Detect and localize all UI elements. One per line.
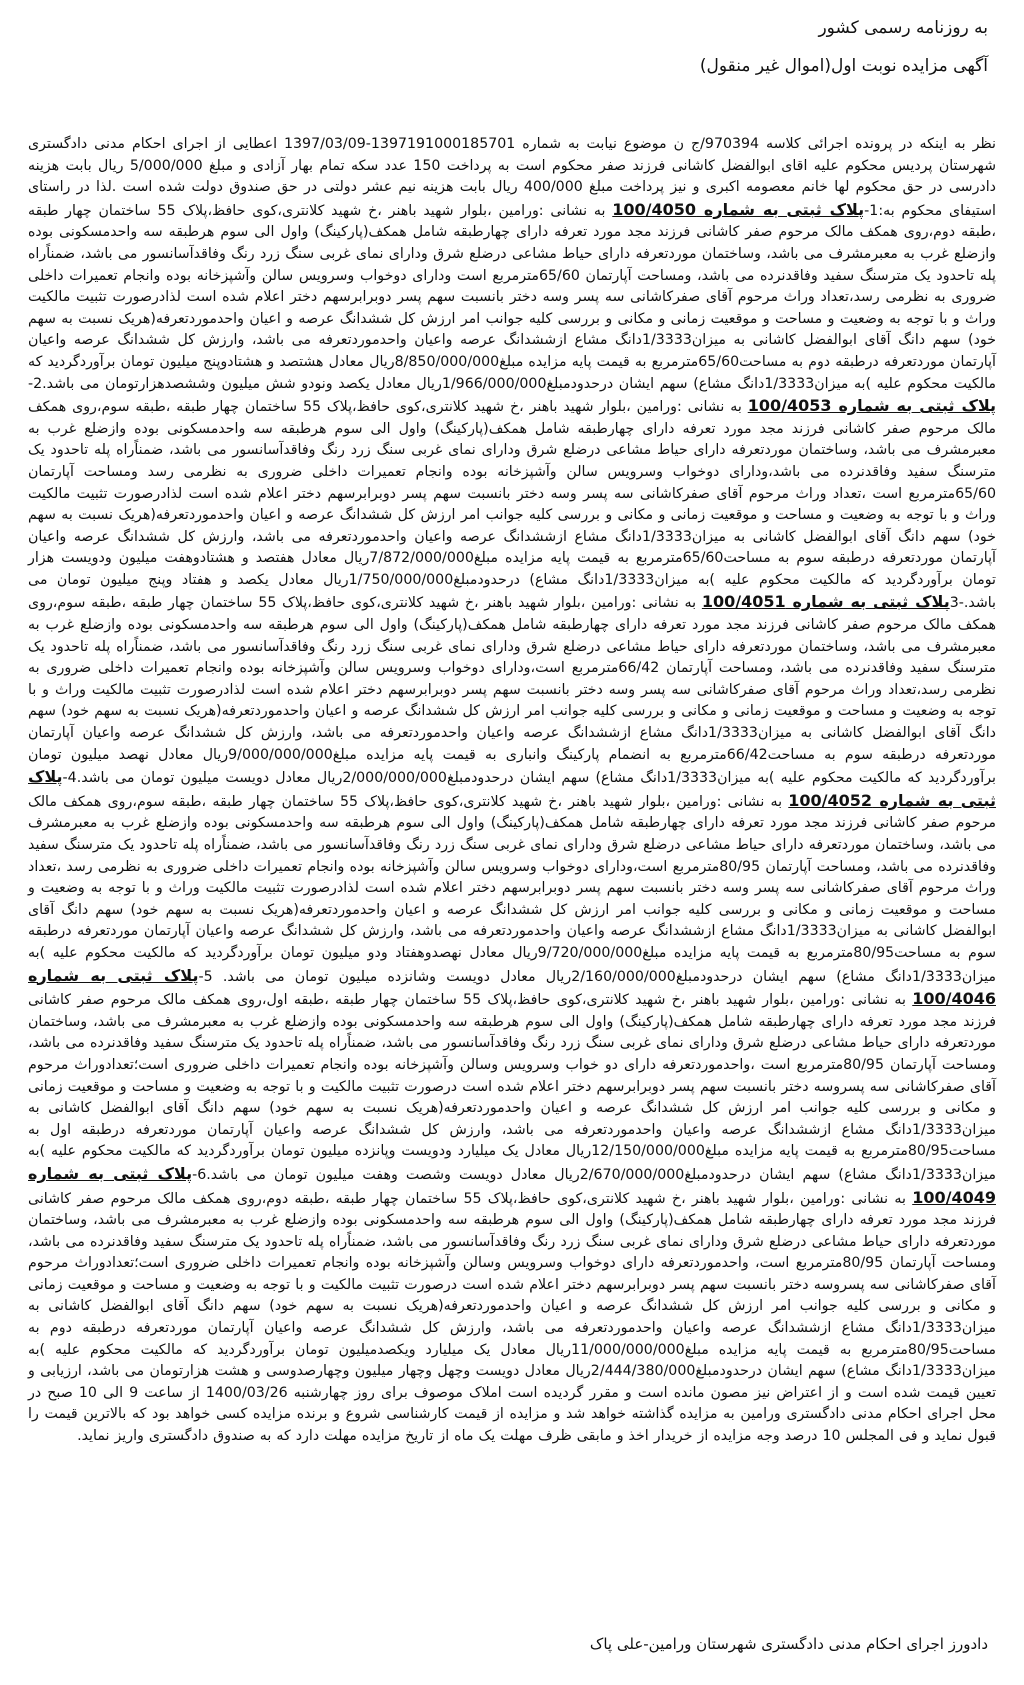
plaque-2-title: پلاک ثبتی به شماره 100/4053 [747,396,996,416]
plaque-6-title: پلاک ثبتی به شماره 100/4049 [28,1163,996,1207]
plaque-3-title: پلاک ثبتی به شماره 100/4051 [701,592,950,612]
plaque-1-text: به نشانی :ورامین ،بلوار شهید باهنر ،خ شهید کلانتری،کوی حافظ،پلاک 55 ساختمان چهار طبقه ،طبقه دوم،روی همکف مالک مرحوم صفر کاشانی فرزند مجد مورد تعرفه دارای چهارطبقه شامل همکف(پارکینگ) واول الی سوم هرطبقه سه واحدمسکونی بوده وازضلع غرب به معبرمشرف می باشد، وساختمان موردتعرفه دارای حیاط مشاعی درضلع شرق ودارای نمای غربی سنگ زرد رنگ وفاقدآسانسور می باشد، ضمناًراه پله تاحدود یک مترسنگ سفید وفاقدنرده می باشد، ومساحت آپارتمان 65/60مترمربع است ودارای دوخواب وسرویس سالن وآشپزخانه بوده وانجام تعمیرات داخلی ضروری به نظرمی رسد،تعداد وراث مرحوم آقای صفرکاشانی سه پسر وسه دختر بانسبت سهم پسر دوبرابرسهم دختر اعلام شده است لذادرصورت تثبیت مالکیت وراث و با توجه به وضعیت و مساحت و موقعیت زمانی و مکانی و بررسی کلیه جوانب امر ارزش کل ششدانگ عرصه و اعیان واحدموردتعرفه(هریک نسبت به سهم خود) سهم دانگ آقای ابوالفضل کاشانی به میزان1/3333دانگ مشاع ازششدانگ عرصه واعیان واحدموردتعرفه می باشد، وارزش کل ششدانگ عرصه واعیان آپارتمان موردتعرفه درطبقه دوم به مساحت65/60مترمربع به قیمت پایه مزایده مبلغ8/850/000/000ریال معادل هشتصد و هشتادوپنج میلیون تومان برآوردگردید که مالکیت محکوم علیه )به میزان1/3333دانگ مشاع) سهم ایشان درحدودمبلغ1/966/000/000ریال معادل یکصد ونودو شش میلیون وششصدهزارتومان می باشد.2- [28,202,997,392]
plaque-6-text: به نشانی :ورامین ،بلوار شهید باهنر ،خ شهید کلانتری،کوی حافظ،پلاک 55 ساختمان چهار طبقه ،طبقه دوم،روی همکف مالک مرحوم صفر کاشانی فرزند مجد مورد تعرفه دارای چهارطبقه شامل همکف(پارکینگ) واول الی سوم هرطبقه سه واحدمسکونی بوده وازضلع غرب به معبرمشرف می باشد، وساختمان موردتعرفه دارای حیاط مشاعی درضلع شرق ودارای نمای غربی سنگ زرد رنگ وفاقدآسانسور می باشد، ضمناًراه پله تاحدود یک مترسنگ سفید وفاقدنرده می باشد، ومساحت آپارتمان 80/95مترمربع است، واحدموردتعرفه دارای دوخواب وسرویس وسالن وآشپزخانه بوده وانجام تعمیرات داخلی ضروری است؛تعدادوراث مرحوم آقای صفرکاشانی سه پسروسه دختر بانسبت سهم پسر دوبرابرسهم دختر اعلام شده است درصورت تثبیت مالکیت و با توجه به وضعیت و مساحت و موقعیت زمانی و مکانی و بررسی کلیه جوانب امر ارزش کل ششدانگ عرصه و اعیان واحدموردتعرفه(هریک نسبت به سهم خود) سهم دانگ آقای ابوالفضل کاشانی به میزان1/3333دانگ مشاع ازششدانگ عرصه واعیان واحدموردتعرفه می باشد، وارزش کل ششدانگ عرصه واعیان آپارتمان موردتعرفه درطبقه دوم به مساحت80/95مترمربع به قیمت پایه مزایده مبلغ11/000/000/000ریال معادل یک میلیارد ویکصدمیلیون تومان برآوردگردید که مالکیت محکوم علیه )به میزان1/3333دانگ مشاع) سهم ایشان درحدودمبلغ2/444/380/000ریال معادل دویست وچهل وچهار میلیون وچهارصدوسی و هشت هزارتومان می باشد، ارزیابی و تعیین قیمت شده است و از اعتراض نیز مصون مانده است و مقرر گردیده است املاک موصوف برای روز چهارشنبه 1400/03/26 از ساعت 9 الی 10 صبح در محل اجرای احکام مدنی دادگستری ورامین به مزایده گذاشته خواهد شد و مزایده از قیمت کارشناسی شروع و برنده مزایده کسی خواهد بود که بالاترین قیمت را قبول نماید و فی المجلس 10 درصد وجه مزایده از خریدار اخذ و مابقی ظرف مهلت یک ماه از تاریخ مزایده مهلت دارد که به صندوق دادگستری واریز نماید. [28,1190,997,1445]
plaque-5-text: به نشانی :ورامین ،بلوار شهید باهنر ،خ شهید کلانتری،کوی حافظ،پلاک 55 ساختمان چهار طبقه ،طبقه اول،روی همکف مالک مرحوم صفر کاشانی فرزند مجد مورد تعرفه دارای چهارطبقه شامل همکف(پارکینگ) واول الی سوم هرطبقه سه واحدمسکونی بوده وازضلع غرب به معبرمشرف می باشد، وساختمان موردتعرفه دارای حیاط مشاعی درضلع شرق ودارای نمای غربی سنگ زرد رنگ وفاقدآسانسور می باشد، ضمناًراه پله تاحدود یک مترسنگ سفید وفاقدنرده می باشد، ومساحت آپارتمان 80/95مترمربع است ،واحدموردتعرفه دارای دو خواب وسرویس وسالن وآشپزخانه بوده وانجام تعمیرات داخلی ضروری است؛تعدادوراث مرحوم آقای صفرکاشانی سه پسروسه دختر بانسبت سهم پسر دوبرابرسهم دختر اعلام شده است درصورت تثبیت مالکیت و با توجه به وضعیت و مساحت و موقعیت زمانی و مکانی و بررسی کلیه جوانب امر ارزش کل ششدانگ عرصه و اعیان واحدموردتعرفه(هریک نسبت به سهم خود) سهم دانگ آقای ابوالفضل کاشانی به میزان1/3333دانگ مشاع ازششدانگ عرصه واعیان واحدموردتعرفه می باشد، وارزش کل ششدانگ عرصه واعیان آپارتمان موردتعرفه درطبقه اول به مساحت80/95مترمربع به قیمت پایه مزایده مبلغ12/150/000/000ریال معادل یک میلیارد ودویست وپانزده میلیون تومان برآوردگردید که مالکیت محکوم علیه )به میزان1/3333دانگ مشاع) سهم ایشان درحدودمبلغ2/670/000/000ریال معادل دویست وشصت وهفت میلیون تومان می باشد.6- [28,992,997,1183]
plaque-4-text: به نشانی :ورامین ،بلوار شهید باهنر ،خ شهید کلانتری،کوی حافظ،پلاک 55 ساختمان چهار طبقه ،طبقه سوم،روی همکف مالک مرحوم صفر کاشانی فرزند مجد مورد تعرفه دارای چهارطبقه شامل همکف(پارکینگ) واول الی سوم هرطبقه سه واحدمسکونی بوده وازضلع غرب به معبرمشرف می باشد، وساختمان موردتعرفه دارای حیاط مشاعی درضلع شرق ودارای نمای غربی سنگ زرد رنگ وفاقدآسانسور می باشد، ضمناًراه پله تاحدود یک مترسنگ سفید وفاقدنرده می باشد، ومساحت آپارتمان 80/95مترمربع است،ودارای دوخواب وسرویس سالن وآشپزخانه بوده وانجام تعمیرات داخلی ضروری به نظرمی رسد ،تعداد وراث مرحوم آقای صفرکاشانی سه پسر وسه دختر بانسبت سهم پسر دوبرابرسهم دختر اعلام شده است لذادرصورت تثبیت مالکیت وراث و با توجه به وضعیت و مساحت و موقعیت زمانی و مکانی و بررسی کلیه جوانب امر ارزش کل ششدانگ عرصه و اعیان واحدموردتعرفه(هریک نسبت به سهم خود) سهم دانگ آقای ابوالفضل کاشانی به میزان1/3333دانگ مشاع ازششدانگ عرصه واعیان واحدموردتعرفه می باشد، وارزش کل ششدانگ عرصه واعیان آپارتمان موردتعرفه درطبقه سوم به مساحت80/95مترمربع به قیمت پایه مزایده مبلغ9/720/000/000ریال معادل نهصدوهفتاد ودو میلیون تومان برآوردگردید که مالکیت محکوم علیه )به میزان1/3333دانگ مشاع) سهم ایشان درحدودمبلغ2/160/000/000ریال معادل دویست وشانزده میلیون تومان می باشد. 5- [28,793,996,985]
notice-body [28,134,996,1448]
plaque-2-text: به نشانی :ورامین ،بلوار شهید باهنر ،خ شهید کلانتری،کوی حافظ،پلاک 55 ساختمان چهار طبقه ،طبقه سوم،روی همکف مالک مرحوم صفر کاشانی فرزند مجد مورد تعرفه دارای چهارطبقه شامل همکف(پارکینگ) واول الی سوم هرطبقه سه واحدمسکونی بوده وازضلع غرب به معبرمشرف می باشد، وساختمان موردتعرفه دارای حیاط مشاعی درضلع شرق ودارای نمای غربی سنگ زرد رنگ وفاقدآسانسور می باشد، ضمناًراه پله تاحدود یک مترسنگ سفید وفاقدنرده می باشد،ودارای دوخواب وسرویس سالن وآشپزخانه بوده وانجام تعمیرات داخلی ضروری به نظرمی رسد ومساحت آپارتمان 65/60مترمربع است ،تعداد وراث مرحوم آقای صفرکاشانی سه پسر وسه دختر بانسبت سهم پسر دوبرابرسهم دختر اعلام شده است لذادرصورت تثبیت مالکیت وراث و با توجه به وضعیت و مساحت و موقعیت زمانی و مکانی و بررسی کلیه جوانب امر ارزش کل ششدانگ عرصه و اعیان واحدموردتعرفه(هریک نسبت به سهم خود) سهم دانگ آقای ابوالفضل کاشانی به میزان1/3333دانگ مشاع ازششدانگ عرصه واعیان واحدموردتعرفه می باشد، وارزش کل ششدانگ عرصه واعیان آپارتمان موردتعرفه درطبقه سوم به مساحت65/60مترمربع به قیمت پایه مزایده مبلغ7/872/000/000ریال معادل هفتصد و هشتادوهفت میلیون ودویست هزار تومان برآوردگردید که مالکیت محکوم علیه )به میزان1/3333دانگ مشاع) درحدودمبلغ1/750/000/000ریال معادل یکصد و هفتاد وپنج میلیون تومان می باشد.-3 [28,399,996,612]
intro-text: نظر به اینکه در پرونده اجرائی کلاسه 970394/ج ن موضوع نیابت به شماره 1397191000185701-1397/03/09 اعطایی از اجرای احکام مدنی دادگستری شهرستان پردیس محکوم علیه اقای ابوالفضل کاشانی فرزند صفر محکوم است به پرداخت 150 عدد سکه تمام بهار آزادی و مبلغ 5/000/000 ریال بابت هزینه دادرسی در حق محکوم لها خانم معصومه اکبری و نیز پرداخت مبلغ 400/000 ریال بابت هزینه نیم عشر دولتی در حق صندوق دولت شده است .لذا در راستای استیفای محکوم به:1- [28,136,997,219]
plaque-4-title: پلاک ثبتی به شماره 100/4052 [28,767,996,810]
signature-line: دادورز اجرای احکام مدنی دادگستری شهرستان ورامین-علی پاک [589,1635,988,1653]
newspaper-heading: به روزنامه رسمی کشور [818,18,988,38]
plaque-3-text: به نشانی :ورامین ،بلوار شهید باهنر ،خ شهید کلانتری،کوی حافظ،پلاک 55 ساختمان چهار طبقه ،طبقه سوم،روی همکف مالک مرحوم صفر کاشانی فرزند مجد مورد تعرفه دارای چهارطبقه شامل همکف(پارکینگ) واول الی سوم هرطبقه سه واحدمسکونی بوده وازضلع غرب به معبرمشرف می باشد، وساختمان موردتعرفه دارای حیاط مشاعی درضلع شرق ودارای نمای غربی سنگ زرد رنگ وفاقدآسانسور می باشد، ضمناًراه پله تاحدود یک مترسنگ سفید وفاقدنرده می باشد، ومساحت آپارتمان 66/42مترمربع است،ودارای دوخواب وسرویس سالن وآشپزخانه بوده وانجام تعمیرات داخلی ضروری به نظرمی رسد،تعداد وراث مرحوم آقای صفرکاشانی سه پسر وسه دختر بانسبت سهم پسر دوبرابرسهم دختر اعلام شده است لذادرصورت تثبیت مالکیت وراث و با توجه به وضعیت و مساحت و موقعیت زمانی و مکانی و بررسی کلیه جوانب امر ارزش کل ششدانگ عرصه و اعیان واحدموردتعرفه(هریک نسبت به سهم خود) سهم دانگ آقای ابوالفضل کاشانی به میزان1/3333دانگ مشاع ازششدانگ عرصه واعیان واحدموردتعرفه می باشد، وارزش کل ششدانگ عرصه واعیان آپارتمان موردتعرفه درطبقه سوم به مساحت66/42مترمربع به انضمام پارکینگ وانباری به قیمت پایه مزایده مبلغ9/000/000/000ریال معادل نهصد میلیون تومان برآوردگردید که مالکیت محکوم علیه )به میزان1/3333دانگ مشاع) سهم ایشان درحدودمبلغ2/000/000/000ریال معادل دویست میلیون تومان می باشد.4- [28,595,996,787]
plaque-5-title: پلاک ثبتی به شماره 100/4046 [28,965,996,1009]
auction-notice-title: آگهی مزایده نوبت اول(اموال غیر منقول) [699,56,988,76]
plaque-1-title: پلاک ثبتی به شماره 100/4050 [612,199,865,219]
